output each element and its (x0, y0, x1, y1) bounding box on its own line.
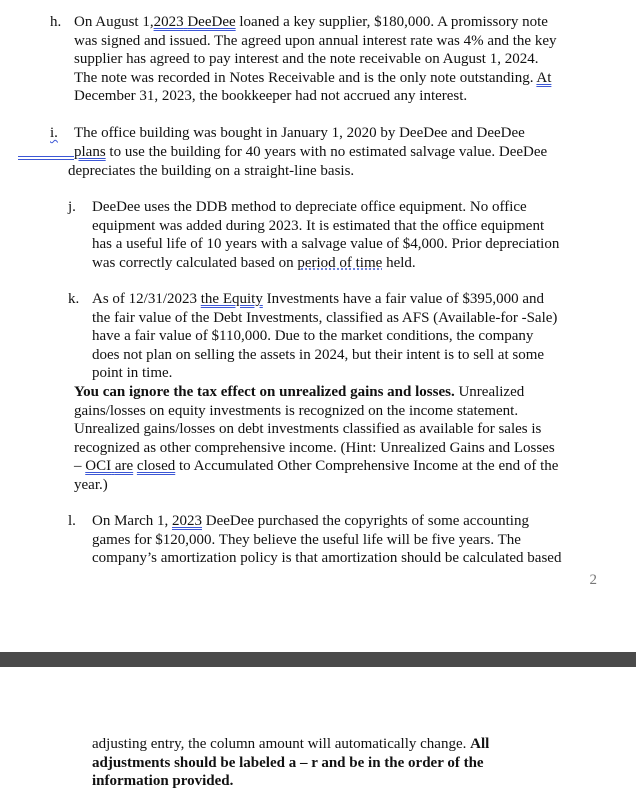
page-separator (0, 652, 636, 667)
track-change-line (18, 159, 74, 160)
text-line: information provided. (92, 773, 234, 790)
text-line: supplier has agreed to pay interest and the note receivable on August 1, 2024. (74, 51, 539, 68)
text-line: does not plan on selling the assets in 2024, but their intent is to sell at some (92, 346, 545, 363)
item-h-text (74, 13, 614, 106)
item-l-text (92, 512, 608, 568)
item-marker-k: k. (68, 291, 80, 307)
item-k-text (92, 290, 608, 383)
text-line: adjustments should be labeled a – r and be in the order of the (92, 754, 484, 771)
text-line: the fair value of the Debt Investments, classified as AFS (Available-for -Sale) (92, 309, 558, 326)
document-page-2 (0, 667, 636, 805)
track-change-line (18, 156, 74, 157)
text-line: adjusting entry, the column amount will automatically change. All (92, 736, 490, 752)
text-line: Unrealized gains/losses on debt investments classified as available for sales is (74, 421, 542, 438)
item-i-text (74, 124, 614, 143)
text-line: The note was recorded in Notes Receivable and is the only note outstanding. At (74, 69, 552, 86)
item-i-continued (68, 143, 613, 180)
text-line: equipment was added during 2023. It is estimated that the office equipment (92, 217, 545, 234)
text-line: point in time. (92, 365, 173, 382)
text-line: You can ignore the tax effect on unrealized gains and losses. Unrealized (74, 384, 525, 400)
text-line: games for $120,000. They believe the useful life will be five years. The (92, 531, 521, 548)
text-line: On August 1,2023 DeeDee loaned a key supplier, $180,000. A promissory note (74, 14, 548, 30)
text-line: On March 1, 2023 DeeDee purchased the copyrights of some accounting (92, 513, 529, 529)
text-line: has a useful life of 10 years with a salvage value of $4,000. Prior depreciation (92, 236, 560, 253)
text-line: company’s amortization policy is that amortization should be calculated based (92, 550, 562, 567)
item-k-note (74, 383, 614, 495)
page2-paragraph (92, 735, 612, 791)
text-line: year.) (74, 476, 108, 493)
page-number: 2 (589, 572, 597, 588)
text-line: DeeDee uses the DDB method to depreciate office equipment. No office (92, 199, 527, 215)
text-line: – OCI are closed to Accumulated Other Comprehensive Income at the end of the (74, 458, 559, 475)
text-line: The office building was bought in January 1, 2020 by DeeDee and DeeDee (74, 125, 525, 141)
text-line: was correctly calculated based on period of time held. (92, 254, 416, 271)
text-line: recognized as other comprehensive income. (Hint: Unrealized Gains and Losses (74, 439, 555, 456)
text-line: December 31, 2023, the bookkeeper had not accrued any interest. (74, 88, 468, 105)
item-marker-j: j. (68, 199, 76, 215)
text-line: As of 12/31/2023 the Equity Investments have a fair value of $395,000 and (92, 291, 544, 307)
item-j-text (92, 198, 608, 272)
item-marker-i: i. (50, 125, 58, 141)
item-marker-h: h. (50, 14, 62, 30)
text-line: have a fair value of $110,000. Due to the market conditions, the company (92, 328, 534, 345)
text-line: depreciates the building on a straight-line basis. (68, 162, 355, 179)
text-line: gains/losses on equity investments is recognized on the income statement. (74, 402, 519, 419)
text-line: plans to use the building for 40 years with no estimated salvage value. DeeDee (74, 144, 548, 160)
item-marker-l: l. (68, 513, 76, 529)
text-line: was signed and issued. The agreed upon annual interest rate was 4% and the key (74, 32, 557, 49)
